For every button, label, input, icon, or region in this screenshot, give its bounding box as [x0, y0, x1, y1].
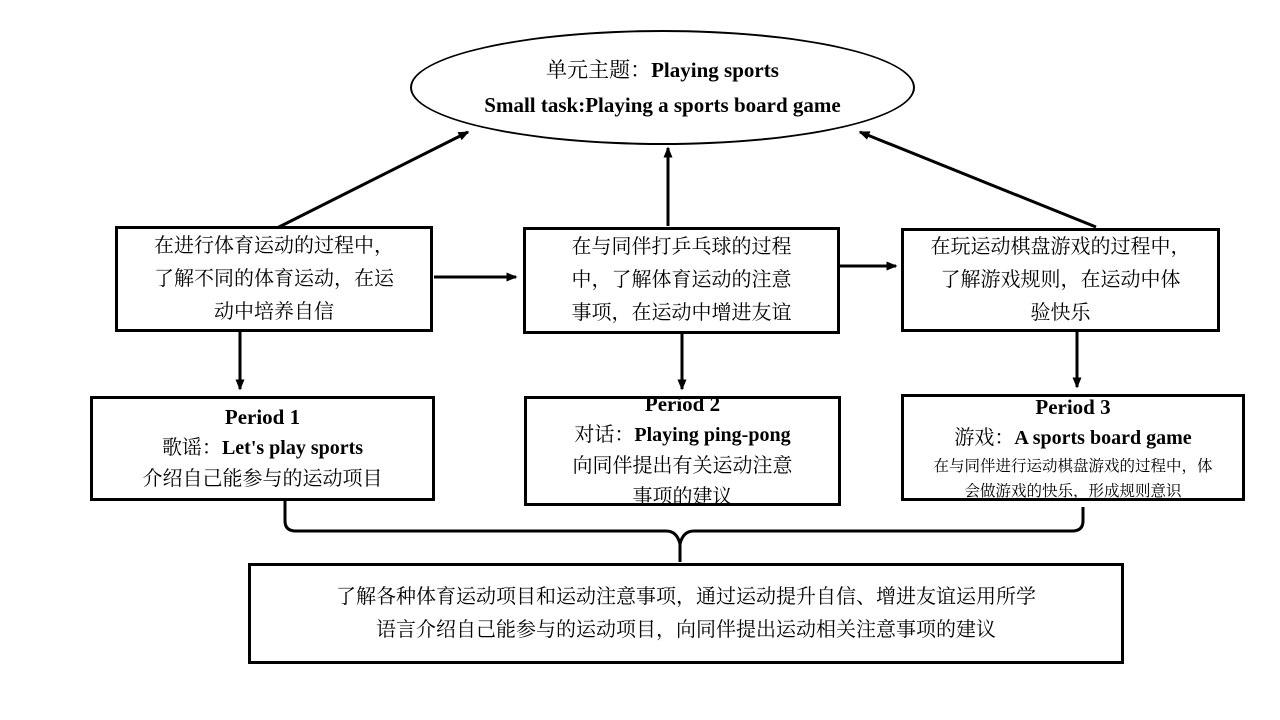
unit-theme-ellipse [410, 30, 915, 145]
period-type-line [162, 433, 363, 464]
period-3-box [901, 394, 1245, 501]
arrow-left-to-ellipse [275, 132, 468, 229]
period-desc-line: 向同伴提出有关运动注意 [572, 455, 793, 477]
period-desc-line: 介绍自己能参与的运动项目 [142, 468, 383, 490]
period-type-line [574, 420, 790, 451]
unit-theme-label: 单元主题： [546, 58, 652, 82]
summary-line: 了解各种体育运动项目和运动注意事项，通过运动提升自信、增进友谊运用所学 [336, 585, 1036, 608]
period-type-value: Playing ping-pong [634, 424, 791, 446]
unit-theme-line [546, 58, 779, 82]
period-type-label: 歌谣： [161, 437, 222, 459]
text-line: 了解不同的体育运动，在运 [154, 267, 394, 290]
text-line: 了解游戏规则，在运动中体 [940, 268, 1181, 291]
period-type-label: 对话： [574, 424, 635, 446]
text-line: 事项，在运动中增进友谊 [571, 302, 792, 324]
period-type-line [954, 423, 1191, 454]
text-line: 在玩运动棋盘游戏的过程中， [930, 235, 1191, 258]
period-type-label: 游戏： [954, 426, 1015, 449]
arrow-right-to-ellipse [860, 132, 1096, 227]
period-desc-line: 在与同伴进行运动棋盘游戏的过程中，体 [933, 457, 1213, 475]
process-box-pingpong [523, 227, 840, 334]
period-1-box [90, 396, 435, 501]
period-desc-line: 会做游戏的快乐，形成规则意识 [964, 482, 1182, 500]
process-box-sports [115, 226, 433, 332]
text-line: 中，了解体育运动的注意 [571, 269, 792, 291]
process-box-boardgame [901, 228, 1220, 332]
text-line: 在与同伴打乒乓球的过程 [571, 236, 792, 258]
period-2-box [524, 392, 841, 508]
period-type-value: A sports board game [1014, 426, 1192, 449]
period-desc-line: 事项的建议 [632, 486, 733, 508]
text-line: 验快乐 [1030, 301, 1091, 324]
period-type-value: Let's play sports [221, 437, 364, 459]
summary-box [248, 563, 1124, 664]
text-line: 动中培养自信 [214, 300, 334, 323]
summary-line: 语言介绍自己能参与的运动项目，向同伴提出运动相关注意事项的建议 [376, 618, 996, 641]
unit-theme-value: Playing sports [651, 58, 779, 82]
period-title: Period 2 [644, 392, 721, 416]
small-task-line: Small task:Playing a sports board game [484, 93, 841, 117]
period-title: Period 1 [224, 405, 301, 429]
period-title: Period 3 [1035, 394, 1111, 419]
text-line: 在进行体育运动的过程中， [154, 234, 394, 257]
